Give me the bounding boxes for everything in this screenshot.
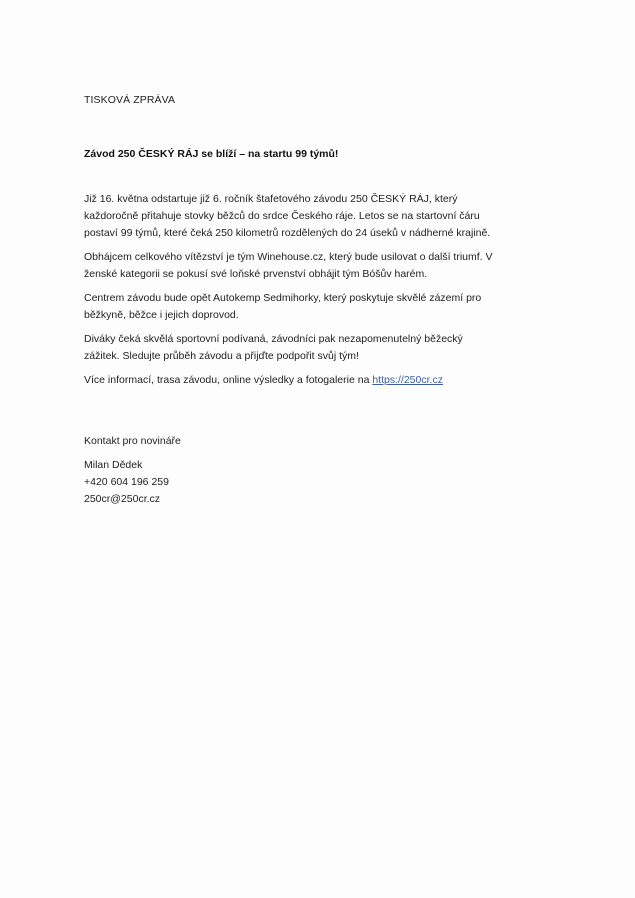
contact-phone: +420 604 196 259	[84, 476, 169, 488]
text-line: Již 16. května odstartuje již 6. ročník štafetového závodu 250 ČESKÝ RÁJ, který	[84, 193, 458, 205]
paragraph-intro	[84, 191, 554, 242]
text-line: Diváky čeká skvělá sportovní podívaná, závodníci pak nezapomenutelný běžecký	[84, 333, 463, 345]
document-label: TISKOVÁ ZPRÁVA	[84, 94, 176, 106]
press-release-body	[84, 191, 554, 396]
contact-email: 250cr@250cr.cz	[84, 493, 161, 505]
text-line: postaví 99 týmů, které čeká 250 kilometrů rozdělených do 24 úseků v nádherné krajině.	[84, 227, 491, 239]
more-info-line	[84, 372, 554, 389]
text-line: ženské kategorii se pokusí své loňské prvenství obhájit tým Bóšův harém.	[84, 268, 428, 280]
paragraph-spectators	[84, 331, 554, 365]
text-line: Centrem závodu bude opět Autokemp Sedmihorky, který poskytuje skvělé zázemí pro	[84, 292, 482, 304]
text-line: běžkyně, běžce i jejich doprovod.	[84, 309, 239, 321]
text-line: Obhájcem celkového vítězství je tým Winehouse.cz, který bude usilovat o další triumf. V	[84, 251, 493, 263]
text-line: zážitek. Sledujte průběh závodu a přijďte podpořit svůj tým!	[84, 350, 359, 362]
paragraph-defending-champion	[84, 249, 554, 283]
text-line: každoročně přitahuje stovky běžců do srdce Českého ráje. Letos se na startovní čáru	[84, 210, 480, 222]
paragraph-race-center	[84, 290, 554, 324]
press-contact-block	[84, 433, 181, 508]
paragraph-more-info	[84, 372, 554, 389]
press-release-headline: Závod 250 ČESKÝ RÁJ se blíží – na startu 99 týmů!	[84, 148, 339, 160]
website-link[interactable]: https://250cr.cz	[372, 374, 443, 386]
contact-title: Kontakt pro novináře	[84, 435, 181, 447]
contact-name: Milan Dědek	[84, 459, 143, 471]
more-info-text: Více informací, trasa závodu, online výsledky a fotogalerie na	[84, 374, 373, 386]
